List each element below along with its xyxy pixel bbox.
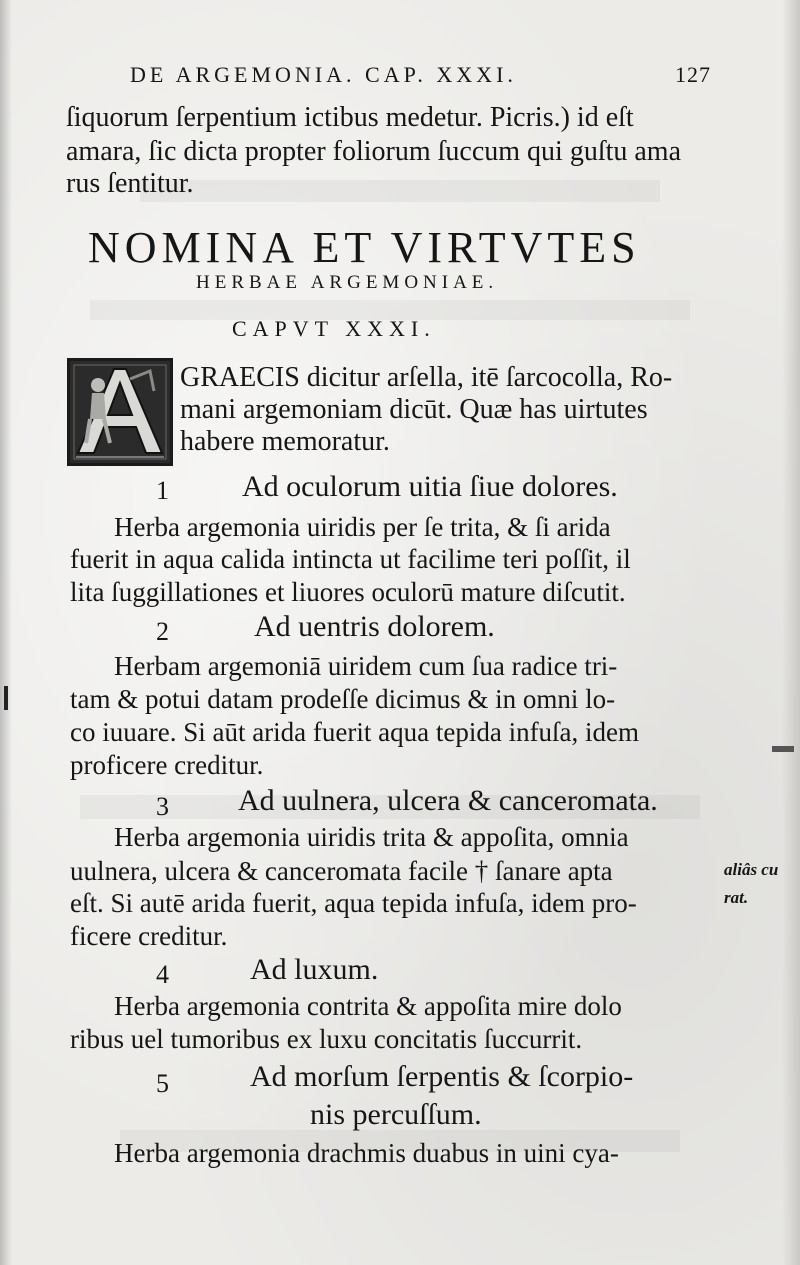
chapter-number: CAPVT XXXI. xyxy=(232,316,436,341)
page-edge-right xyxy=(782,0,800,1265)
woodcut-initial-image xyxy=(70,361,170,463)
text-line: ſiquorum ſerpentium ictibus medetur. Picris.) id eſt xyxy=(66,102,634,133)
section-heading-continued: nis percuſſum. xyxy=(310,1098,482,1131)
section-number: 5 xyxy=(156,1069,169,1098)
text-line: co iuuare. Si aūt arida fuerit aqua tepida infuſa, idem xyxy=(70,717,640,747)
page-number: 127 xyxy=(675,62,711,87)
section-heading: Ad oculorum uitia ſiue dolores. xyxy=(242,470,618,503)
text-line: Herba argemonia uiridis trita & appoſita, omnia xyxy=(114,822,629,852)
text-line: Herba argemonia uiridis per ſe trita, & ſi arida xyxy=(114,512,611,542)
text-line: Herba argemonia drachmis duabus in uini cya- xyxy=(114,1138,619,1168)
text-line: lita ſuggillationes et liuores oculorū mature diſcutit. xyxy=(70,577,626,607)
decorated-initial-a xyxy=(67,358,173,466)
chapter-title: NOMINA ET VIRTVTES xyxy=(88,223,641,272)
chapter-subtitle: HERBAE ARGEMONIAE. xyxy=(196,272,499,293)
section-heading: Ad luxum. xyxy=(250,953,379,986)
text-line: fuerit in aqua calida intincta ut facilime teri poſſit, il xyxy=(70,544,631,574)
text-line: GRAECIS dicitur arſella, itē ſarcocolla, Ro- xyxy=(180,362,673,393)
section-heading: Ad morſum ſerpentis & ſcorpio- xyxy=(250,1060,634,1093)
text-line: Herba argemonia contrita & appoſita mire dolo xyxy=(114,991,622,1021)
section-heading: Ad uulnera, ulcera & canceromata. xyxy=(238,784,658,817)
text-line: eſt. Si autē arida fuerit, aqua tepida infuſa, idem pro- xyxy=(70,888,637,918)
margin-note: aliâs cu xyxy=(724,860,779,879)
text-line: ribus uel tumoribus ex luxu concitatis ſuccurrit. xyxy=(70,1024,583,1054)
text-line: Herbam argemoniā uiridem cum ſua radice tri- xyxy=(114,651,618,681)
bleed-through-texture xyxy=(140,180,660,202)
running-header xyxy=(130,62,730,88)
text-line: uulnera, ulcera & canceromata facile † ſanare apta xyxy=(70,856,613,886)
margin-note: rat. xyxy=(724,888,749,907)
text-line: amara, ſic dicta propter foliorum ſuccum qui guſtu ama xyxy=(66,136,682,167)
text-line: mani argemoniam dicūt. Quæ has uirtutes xyxy=(180,394,648,425)
binding-mark xyxy=(4,686,8,710)
text-line: tam & potui datam prodeſſe dicimus & in omni lo- xyxy=(70,684,616,714)
section-number: 3 xyxy=(156,792,169,821)
page-edge-left xyxy=(0,0,12,1265)
text-line: habere memoratur. xyxy=(180,426,390,457)
text-line: ficere creditur. xyxy=(70,921,228,951)
text-line: rus ſentitur. xyxy=(66,168,194,199)
section-number: 2 xyxy=(156,617,169,646)
section-number: 4 xyxy=(156,960,169,989)
section-heading: Ad uentris dolorem. xyxy=(254,610,495,643)
ink-mark xyxy=(772,746,794,752)
section-number: 1 xyxy=(156,476,169,505)
running-title: DE ARGEMONIA. CAP. XXXI. xyxy=(130,62,517,87)
text-line: proficere creditur. xyxy=(70,750,264,780)
